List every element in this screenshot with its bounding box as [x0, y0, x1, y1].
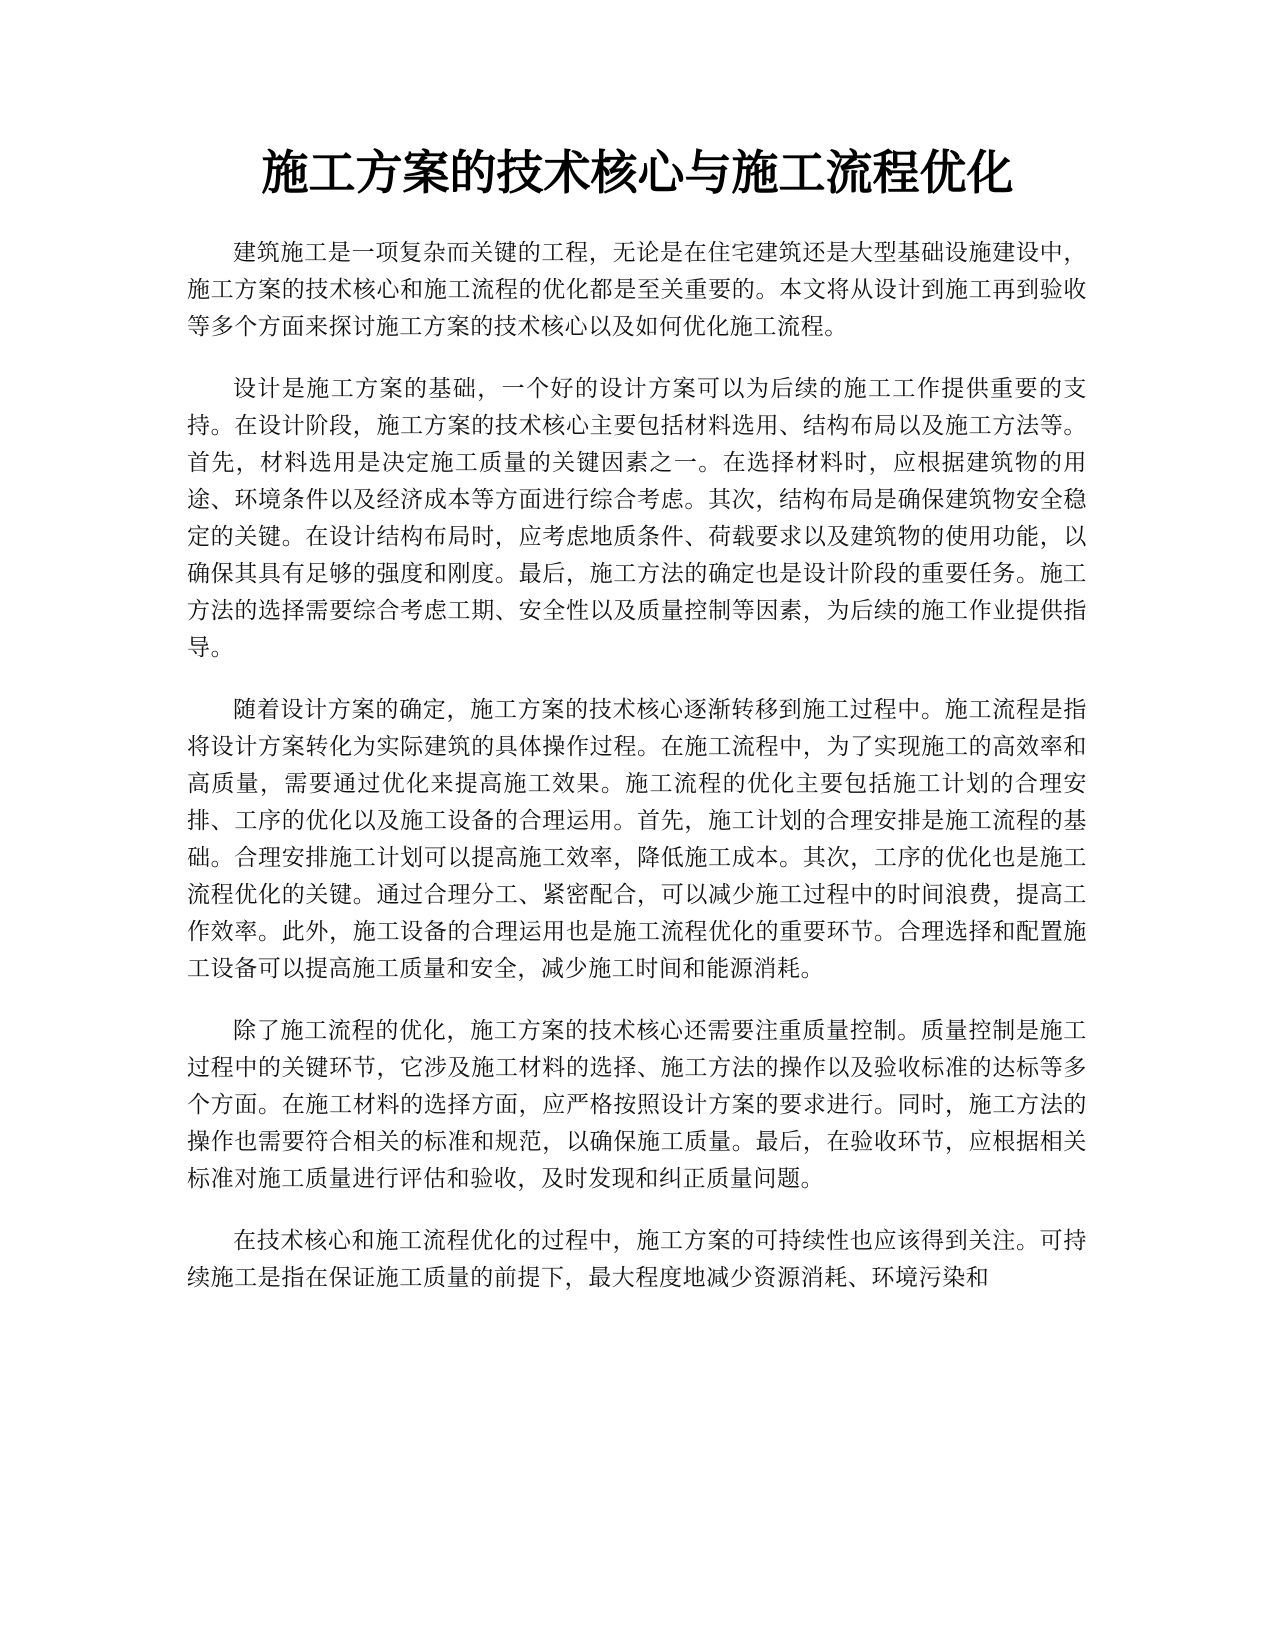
paragraph-intro: 建筑施工是一项复杂而关键的工程，无论是在住宅建筑还是大型基础设施建设中，施工方案的技术核心和施工流程的优化都是至关重要的。本文将从设计到施工再到验收等多个方面来探讨施工方案的技术核心以及如何优化施工流程。	[187, 240, 1087, 340]
document-body	[187, 235, 1087, 1322]
paragraph-construction-process: 随着设计方案的确定，施工方案的技术核心逐渐转移到施工过程中。施工流程是指将设计方案转化为实际建筑的具体操作过程。在施工流程中，为了实现施工的高效率和高质量，需要通过优化来提高施工效果。施工流程的优化主要包括施工计划的合理安排、工序的优化以及施工设备的合理运用。首先，施工计划的合理安排是施工流程的基础。合理安排施工计划可以提高施工效率，降低施工成本。其次，工序的优化也是施工流程优化的关键。通过合理分工、紧密配合，可以减少施工过程中的时间浪费，提高工作效率。此外，施工设备的合理运用也是施工流程优化的重要环节。合理选择和配置施工设备可以提高施工质量和安全，减少施工时间和能源消耗。	[187, 697, 1087, 982]
document-title: 施工方案的技术核心与施工流程优化	[261, 146, 1014, 201]
paragraph-design: 设计是施工方案的基础，一个好的设计方案可以为后续的施工工作提供重要的支持。在设计阶段，施工方案的技术核心主要包括材料选用、结构布局以及施工方法等。首先，材料选用是决定施工质量的关键因素之一。在选择材料时，应根据建筑物的用途、环境条件以及经济成本等方面进行综合考虑。其次，结构布局是确保建筑物安全稳定的关键。在设计结构布局时，应考虑地质条件、荷载要求以及建筑物的使用功能，以确保其具有足够的强度和刚度。最后，施工方法的确定也是设计阶段的重要任务。施工方法的选择需要综合考虑工期、安全性以及质量控制等因素，为后续的施工作业提供指导。	[187, 376, 1087, 661]
paragraph-quality-control: 除了施工流程的优化，施工方案的技术核心还需要注重质量控制。质量控制是施工过程中的关键环节，它涉及施工材料的选择、施工方法的操作以及验收标准的达标等多个方面。在施工材料的选择方面，应严格按照设计方案的要求进行。同时，施工方法的操作也需要符合相关的标准和规范，以确保施工质量。最后，在验收环节，应根据相关标准对施工质量进行评估和验收，及时发现和纠正质量问题。	[187, 1018, 1087, 1192]
paragraph-sustainability: 在技术核心和施工流程优化的过程中，施工方案的可持续性也应该得到关注。可持续施工是指在保证施工质量的前提下，最大程度地减少资源消耗、环境污染和	[187, 1228, 1087, 1291]
